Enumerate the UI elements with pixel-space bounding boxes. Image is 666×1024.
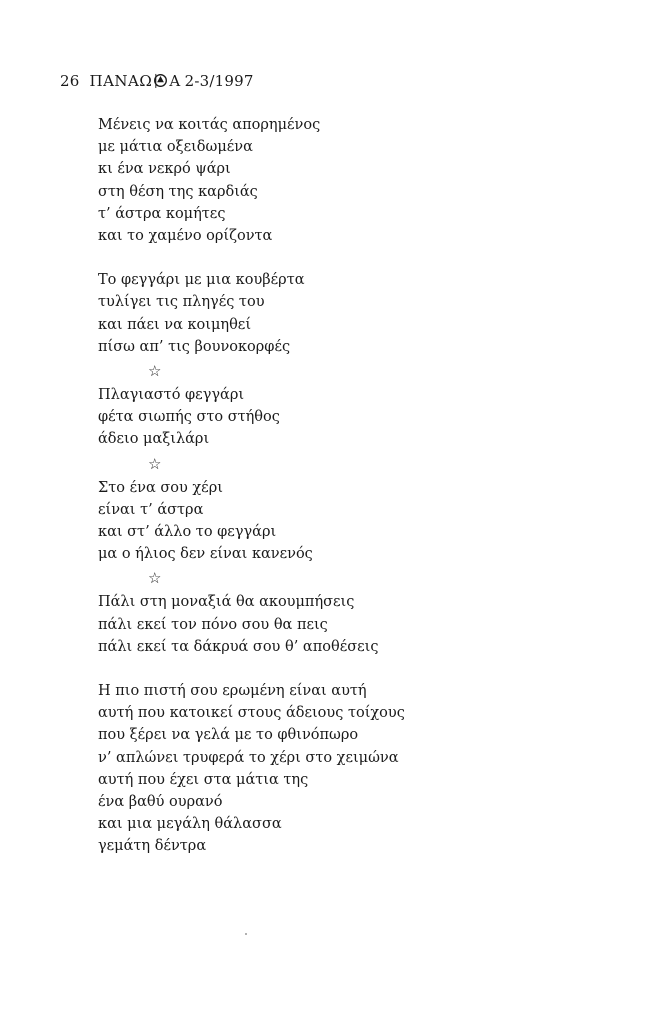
- poem-line: Το φεγγάρι με μια κουβέρτα: [98, 272, 305, 289]
- poem-line: είναι τ’ άστρα: [98, 501, 204, 518]
- poem-line: Στο ένα σου χέρι: [98, 479, 223, 496]
- poem-line: πίσω απ’ τις βουνοκορφές: [98, 338, 291, 355]
- poem-line: και πάει να κοιμηθεί: [98, 316, 252, 333]
- poem-line: με μάτια οξειδωμένα: [98, 139, 253, 156]
- stanza: [98, 384, 618, 451]
- poem-line: που ξέρει να γελά με το φθινόπωρο: [98, 727, 359, 744]
- poem-body: [98, 114, 618, 858]
- poem-line: αυτή που κατοικεί στους άδειους τοίχους: [98, 705, 405, 722]
- poem-line: και στ’ άλλο το φεγγάρι: [98, 524, 277, 541]
- poem-line: και μια μεγάλη θάλασσα: [98, 816, 282, 833]
- issue-date: 2-3/1997: [184, 72, 254, 90]
- stanza: [98, 591, 618, 658]
- poem-line: τ’ άστρα κομήτες: [98, 205, 226, 222]
- poem-line: τυλίγει τις πληγές του: [98, 294, 265, 311]
- poem-line: μα ο ήλιος δεν είναι κανενός: [98, 546, 313, 563]
- page-number: 26: [60, 72, 80, 90]
- poem-line: πάλι εκεί τον πόνο σου θα πεις: [98, 616, 328, 633]
- poem-line: άδειο μαξιλάρι: [98, 431, 210, 448]
- stanza: [98, 680, 618, 858]
- poem-line: Μένεις να κοιτάς απορημένος: [98, 117, 321, 133]
- poem-line: κι ένα νεκρό ψάρι: [98, 161, 231, 178]
- star-outline-icon: ☆: [148, 362, 162, 381]
- stanza: [98, 114, 618, 247]
- anchor-mark-icon: [153, 73, 168, 88]
- page-header: [60, 72, 254, 90]
- poem-line: πάλι εκεί τα δάκρυά σου θ’ αποθέσεις: [98, 638, 379, 655]
- magazine-logo: ΠΑΝΑΩ Α: [89, 72, 181, 90]
- poem-line: και το χαμένο ορίζοντα: [98, 228, 273, 245]
- stanza-gap: [98, 658, 618, 680]
- stanza: [98, 477, 618, 566]
- poem-line: στη θέση της καρδιάς: [98, 183, 258, 200]
- star-outline-icon: ☆: [148, 454, 162, 473]
- poem-line: Η πιο πιστή σου ερωμένη είναι αυτή: [98, 683, 367, 700]
- stanza: [98, 269, 618, 358]
- stanza-gap: [98, 247, 618, 269]
- poem-line: γεμάτη δέντρα: [98, 838, 207, 855]
- star-outline-icon: ☆: [148, 569, 162, 588]
- poem-line: ν’ απλώνει τρυφερά το χέρι στο χειμώνα: [98, 749, 399, 766]
- poem-line: ένα βαθύ ουρανό: [98, 794, 223, 811]
- poem-line: Πάλι στη μοναξιά θα ακουμπήσεις: [98, 594, 355, 611]
- poem-line: αυτή που έχει στα μάτια της: [98, 771, 309, 788]
- poem-line: φέτα σιωπής στο στήθος: [98, 409, 280, 426]
- paper-speck: [245, 933, 247, 935]
- poem-line: Πλαγιαστό φεγγάρι: [98, 387, 245, 404]
